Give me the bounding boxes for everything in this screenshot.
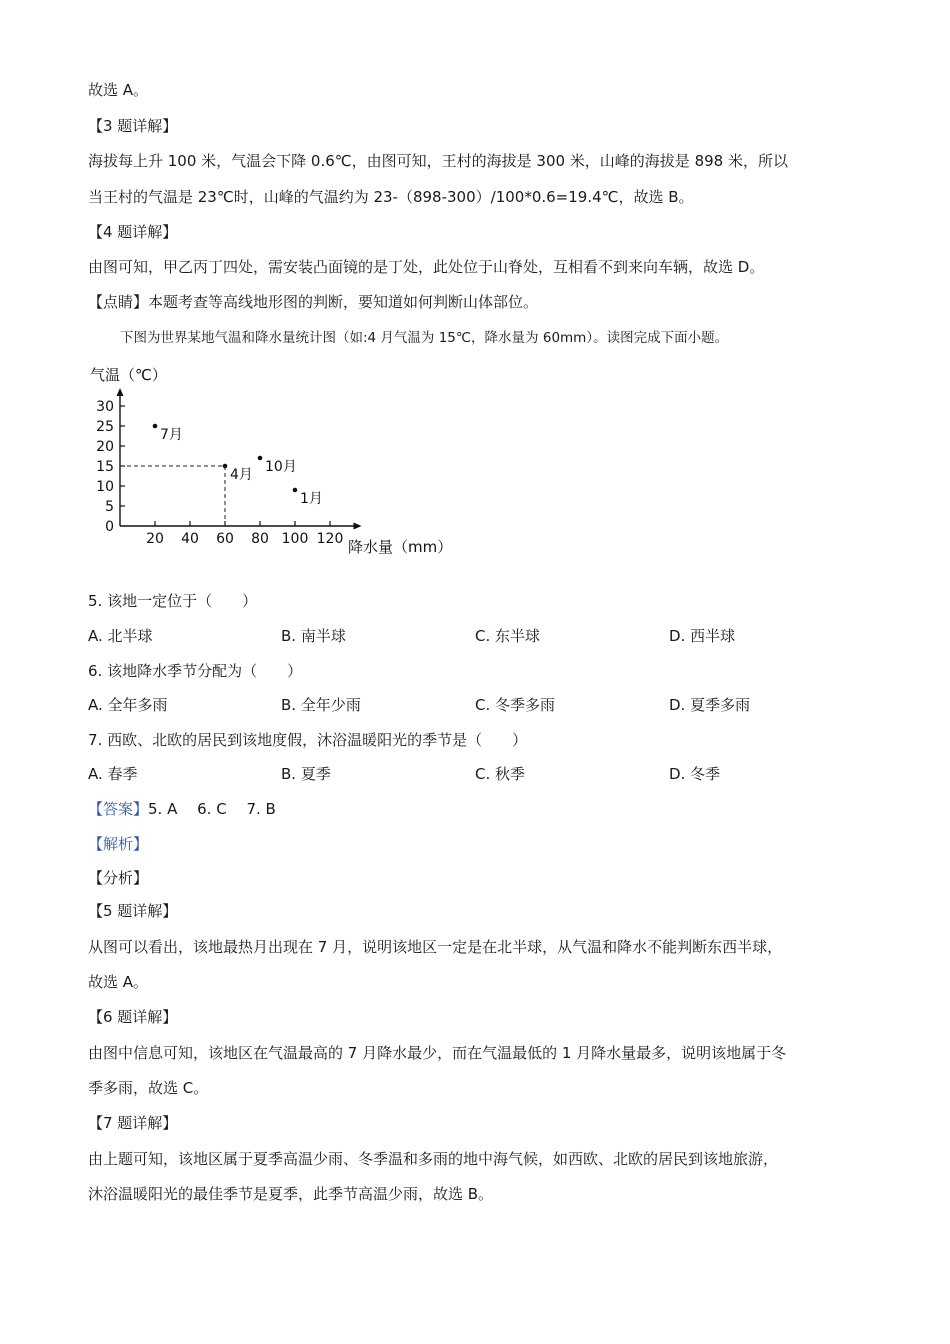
q6-option-c[interactable]: C. 冬季多雨 — [475, 696, 556, 714]
text-line: 从图可以看出，该地最热月出现在 7 月，说明该地区一定是在北半球，从气温和降水不能判断东西半球， — [88, 938, 783, 956]
answer-label: 【答案】 — [88, 800, 149, 818]
x-ticks — [146, 521, 343, 547]
q6-option-d[interactable]: D. 夏季多雨 — [669, 696, 751, 714]
text-line: 由上题可知，该地区属于夏季高温少雨、冬季温和多雨的地中海气候，如西欧、北欧的居民到该地旅游， — [88, 1150, 779, 1168]
data-point-label: 1月 — [300, 491, 323, 507]
x-tick-label: 120 — [316, 531, 344, 547]
text-line: 当王村的气温是 23℃时，山峰的气温约为 23-（898-300）/100*0.6=19.4℃，故选 B。 — [88, 188, 694, 206]
q5-option-a[interactable]: A. 北半球 — [88, 627, 153, 645]
text-line: 故选 A。 — [88, 81, 149, 99]
text-line: 季多雨，故选 C。 — [88, 1079, 209, 1097]
y-tick-label: 20 — [96, 439, 114, 455]
y-tick-label: 0 — [105, 519, 114, 535]
y-tick-label: 30 — [96, 399, 114, 415]
data-points — [153, 424, 323, 507]
section-heading: 【7 题详解】 — [88, 1114, 178, 1132]
text-line: 沐浴温暖阳光的最佳季节是夏季，此季节高温少雨，故选 B。 — [88, 1185, 494, 1203]
q5-option-d[interactable]: D. 西半球 — [669, 627, 736, 645]
q7-option-a[interactable]: A. 春季 — [88, 765, 138, 783]
answer-value: 5. A 6. C 7. B — [148, 800, 276, 818]
q5-option-c[interactable]: C. 东半球 — [475, 627, 541, 645]
y-tick-label: 10 — [96, 479, 114, 495]
y-tick-label: 25 — [96, 419, 114, 435]
x-axis-arrow — [354, 523, 362, 530]
y-axis-arrow — [117, 388, 124, 396]
q5-option-b[interactable]: B. 南半球 — [281, 627, 346, 645]
data-point — [258, 456, 263, 461]
x-axis-label: 降水量（mm） — [348, 538, 453, 556]
section-heading: 【6 题详解】 — [88, 1008, 178, 1026]
text-line: 海拔每上升 100 米，气温会下降 0.6℃，由图可知，王村的海拔是 300 米，山峰的海拔是 898 米，所以 — [88, 152, 788, 170]
text-line: 由图可知，甲乙丙丁四处，需安装凸面镜的是丁处，此处位于山脊处，互相看不到来向车辆，故选 D。 — [88, 258, 765, 276]
question-5-stem: 5. 该地一定位于（ ） — [88, 592, 258, 610]
q6-option-b[interactable]: B. 全年少雨 — [281, 696, 361, 714]
q7-option-d[interactable]: D. 冬季 — [669, 765, 721, 783]
answer-line — [88, 799, 276, 819]
section-heading: 【4 题详解】 — [88, 223, 178, 241]
q7-option-c[interactable]: C. 秋季 — [475, 765, 526, 783]
y-tick-label: 15 — [96, 459, 114, 475]
x-tick-label: 40 — [181, 531, 199, 547]
section-heading: 【3 题详解】 — [88, 117, 178, 135]
q6-option-a[interactable]: A. 全年多雨 — [88, 696, 168, 714]
analysis-label: 【解析】 — [88, 835, 149, 853]
data-point — [153, 424, 158, 429]
x-tick-label: 80 — [251, 531, 269, 547]
q7-option-b[interactable]: B. 夏季 — [281, 765, 331, 783]
analysis-heading: 【分析】 — [88, 869, 149, 887]
y-tick-label: 5 — [105, 499, 114, 515]
text-line: 【点睛】本题考查等高线地形图的判断，要知道如何判断山体部位。 — [88, 293, 539, 311]
guide-lines — [120, 466, 225, 526]
chart-intro: 下图为世界某地气温和降水量统计图（如:4 月气温为 15℃，降水量为 60mm）。读图完成下面小题。 — [120, 330, 729, 346]
y-axis-label: 气温（℃） — [90, 366, 167, 384]
x-tick-label: 20 — [146, 531, 164, 547]
section-heading: 【5 题详解】 — [88, 902, 178, 920]
chart-axes — [117, 388, 362, 530]
climate-chart — [84, 362, 474, 562]
text-line: 由图中信息可知，该地区在气温最高的 7 月降水最少，而在气温最低的 1 月降水量最多，说明该地属于冬 — [88, 1044, 787, 1062]
x-tick-label: 100 — [281, 531, 309, 547]
text-line: 故选 A。 — [88, 973, 149, 991]
question-7-stem: 7. 西欧、北欧的居民到该地度假，沐浴温暖阳光的季节是（ ） — [88, 731, 528, 749]
x-tick-label: 60 — [216, 531, 234, 547]
data-point-label: 7月 — [160, 427, 183, 443]
question-6-stem: 6. 该地降水季节分配为（ ） — [88, 662, 303, 680]
data-point-label: 4月 — [230, 467, 253, 483]
data-point-label: 10月 — [265, 459, 297, 475]
data-point — [223, 464, 228, 469]
data-point — [293, 488, 298, 493]
